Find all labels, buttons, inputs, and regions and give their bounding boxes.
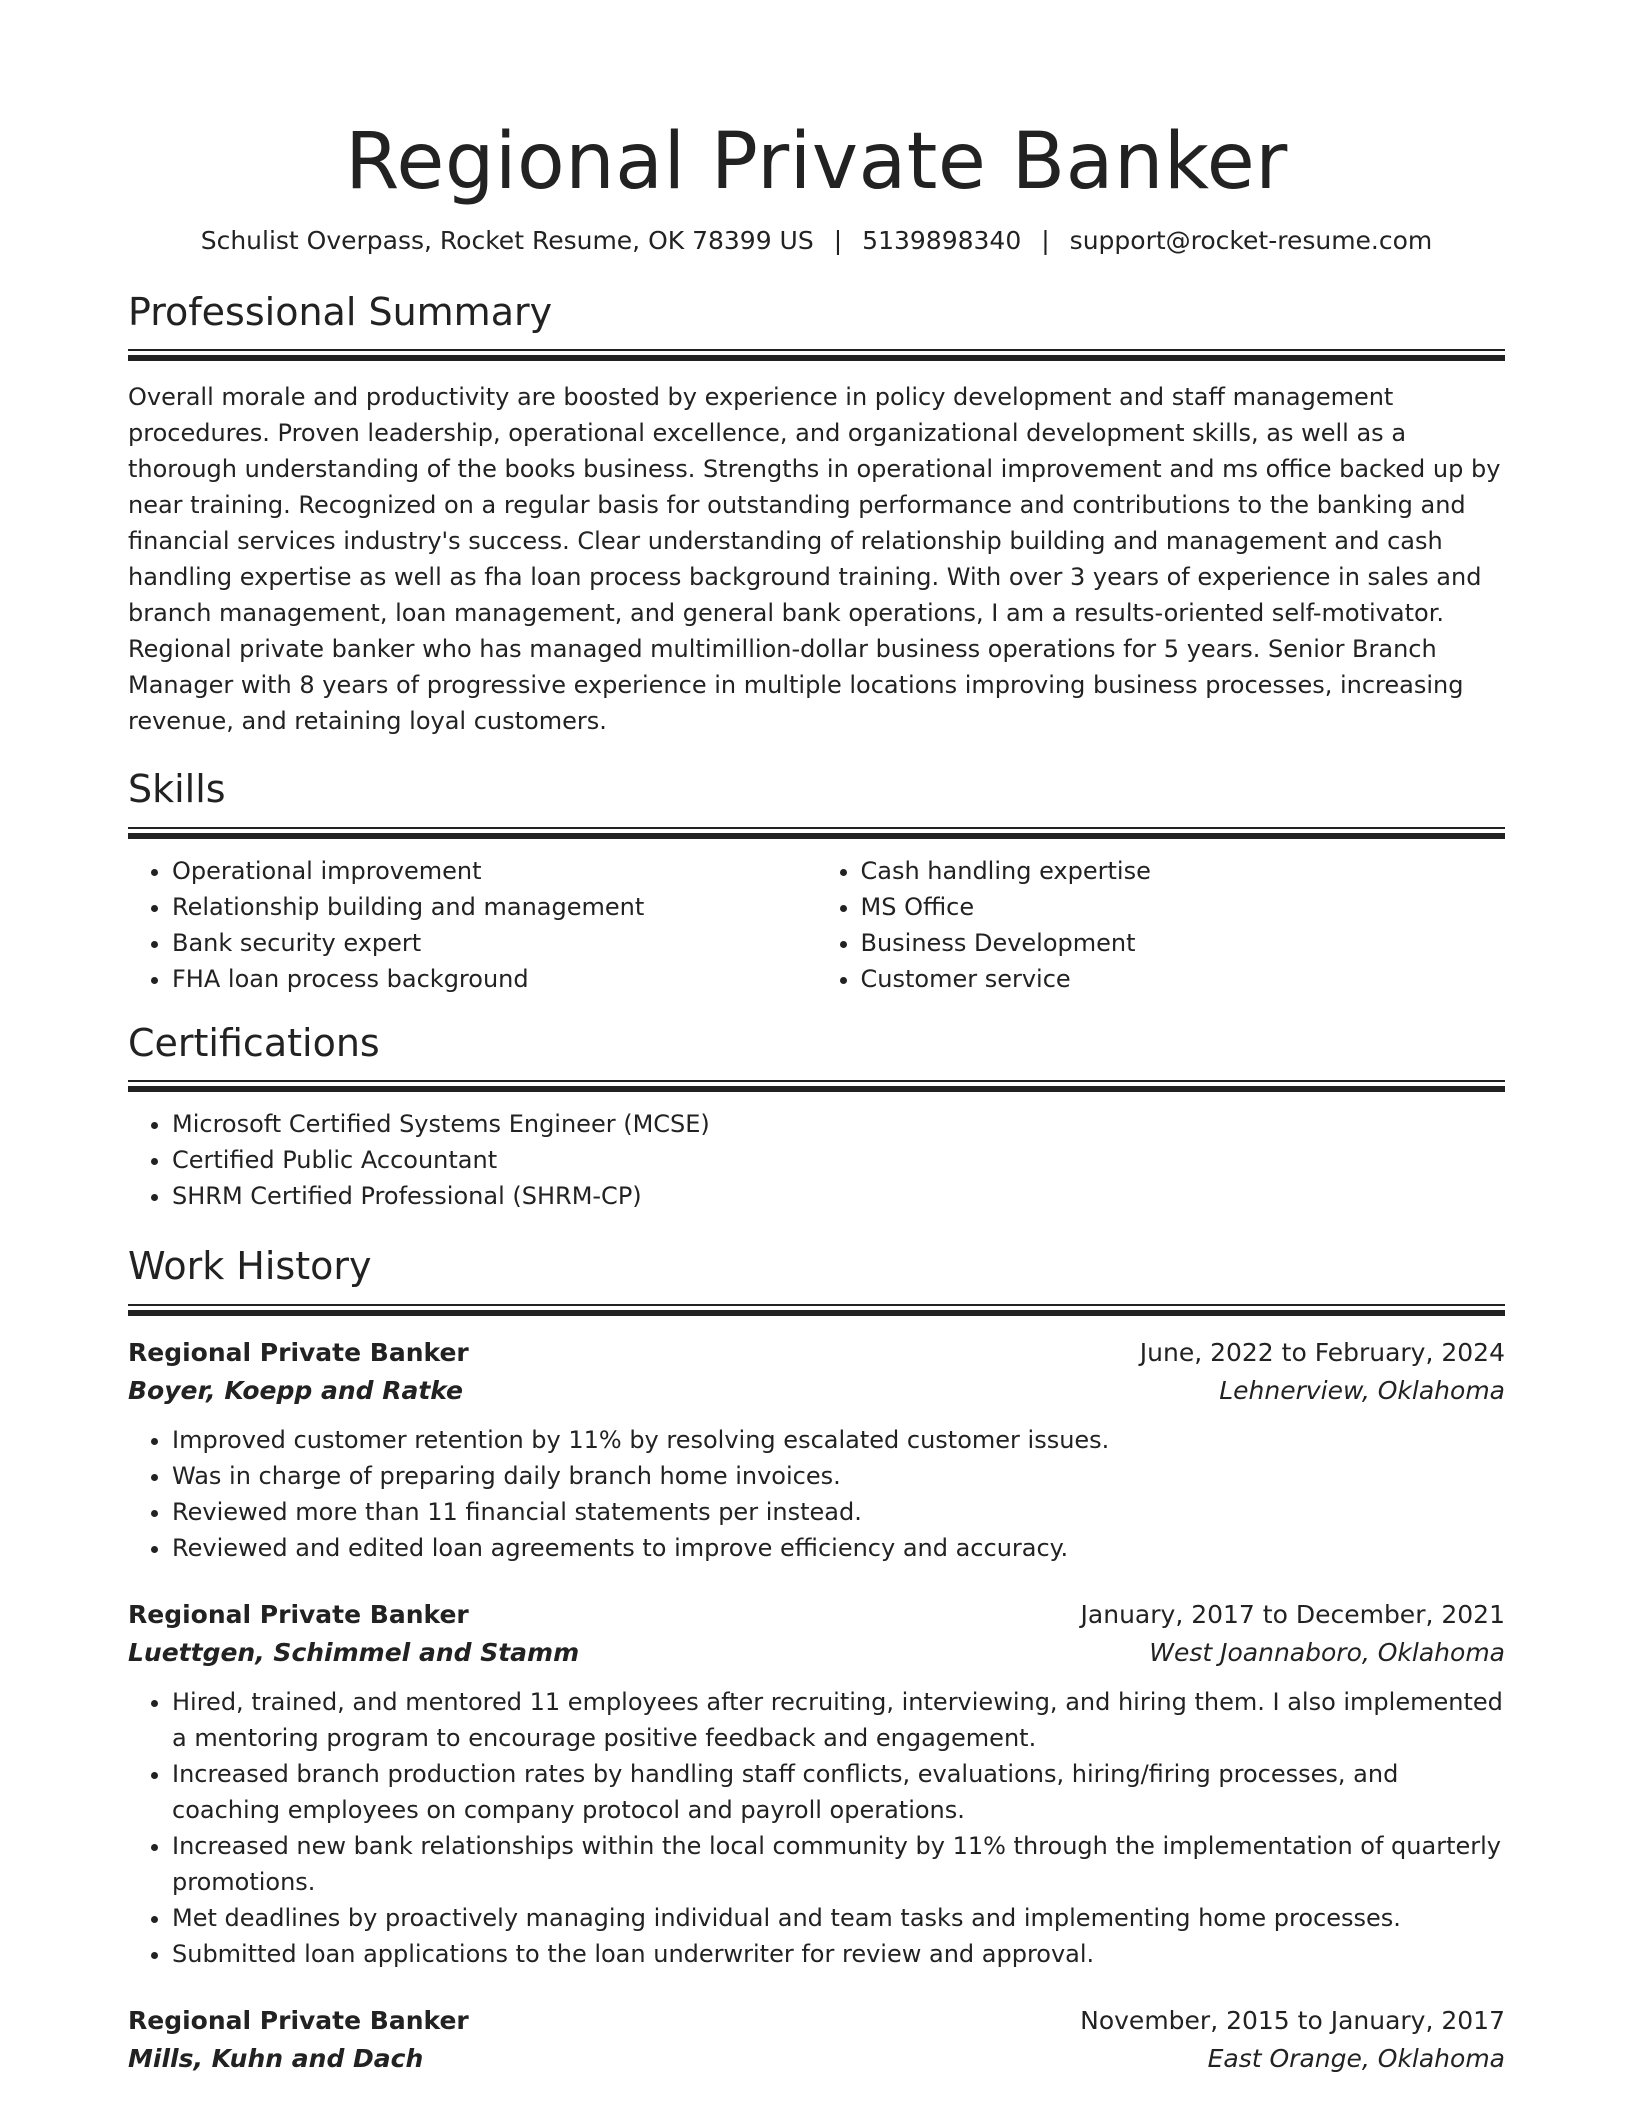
section-divider: [128, 349, 1505, 361]
skills-list-left: [128, 853, 817, 997]
skills-section: [128, 767, 1505, 997]
summary-text: Overall morale and productivity are boosted by experience in policy development and staff management procedures. Proven leadership, operational excellence, and organizational development skills, as well as a thorough understanding of the books business. Strengths in operational improvement and ms office backed up by near training. Recognized on a regular basis for outstanding performance and contributions to the banking and financial services industry's success. Clear understanding of relationship building and management and cash handling expertise as well as fha loan process background training. With over 3 years of experience in sales and branch management, loan management, and general bank operations, I am a results-oriented self-motivator. Regional private banker who has managed multimillion-dollar business operations for 5 years. Senior Branch Manager with 8 years of progressive experience in multiple locations improving business processes, increasing revenue, and retaining loyal customers.: [128, 383, 1501, 736]
certification-item: • SHRM Certified Professional (SHRM-CP): [172, 1178, 1505, 1214]
job-entry: [128, 1334, 1505, 1566]
section-title-certifications: Certifications: [128, 1020, 380, 1065]
skill-item: • Relationship building and management: [172, 889, 817, 925]
skills-column-right: [817, 853, 1506, 997]
section-divider: [128, 1080, 1505, 1092]
summary-section: [128, 290, 1505, 740]
skill-item: • FHA loan process background: [172, 961, 817, 997]
job-bullet-list: [128, 1422, 1505, 1566]
job-location: West Joannaboro, Oklahoma: [1149, 1638, 1505, 1668]
certifications-section: [128, 1021, 1505, 1215]
job-bullet-list: [128, 1684, 1505, 1972]
certification-item: • Certified Public Accountant: [172, 1142, 1505, 1178]
job-bullet: • Increased new bank relationships within the local community by 11% through the implementation of quarterly promotions.: [172, 1828, 1505, 1900]
resume-page: [128, 118, 1505, 2078]
contact-separator: |: [1041, 225, 1050, 255]
skills-column-left: [128, 853, 817, 997]
job-bullet: • Was in charge of preparing daily branch home invoices.: [172, 1458, 1505, 1494]
section-divider: [128, 1304, 1505, 1316]
job-bullet: • Hired, trained, and mentored 11 employees after recruiting, interviewing, and hiring them. I also implemented a mentoring program to encourage positive feedback and engagement.: [172, 1684, 1505, 1756]
contact-separator: |: [833, 225, 843, 255]
job-bullet: • Reviewed more than 11 financial statements per instead.: [172, 1494, 1505, 1530]
job-bullet: • Increased branch production rates by handling staff conflicts, evaluations, hiring/firing processes, and coaching employees on company protocol and payroll operations.: [172, 1756, 1505, 1828]
job-location: Lehnerview, Oklahoma: [1219, 1376, 1505, 1406]
skill-item: • MS Office: [861, 889, 1506, 925]
job-bullet: • Improved customer retention by 11% by resolving escalated customer issues.: [172, 1422, 1505, 1458]
job-dates: November, 2015 to January, 2017: [1080, 2006, 1505, 2036]
job-entry: [128, 2002, 1505, 2078]
job-bullet: • Reviewed and edited loan agreements to improve efficiency and accuracy.: [172, 1530, 1505, 1566]
contact-line: [128, 226, 1505, 256]
job-bullet: • Submitted loan applications to the loan underwriter for review and approval.: [172, 1936, 1505, 1972]
section-title-summary: Professional Summary: [128, 289, 553, 334]
skill-item: • Cash handling expertise: [861, 853, 1506, 889]
skill-item: • Bank security expert: [172, 925, 817, 961]
job-company: Mills, Kuhn and Dach: [128, 2044, 424, 2074]
section-title-skills: Skills: [128, 767, 226, 812]
work-history-section: [128, 1244, 1505, 2078]
job-header-row: [128, 2002, 1505, 2040]
contact-phone: 5139898340: [862, 225, 1022, 255]
job-location: East Orange, Oklahoma: [1207, 2044, 1505, 2074]
certification-item: • Microsoft Certified Systems Engineer (MCSE): [172, 1106, 1505, 1142]
skill-item: • Operational improvement: [172, 853, 817, 889]
page-title: Regional Private Banker: [345, 117, 1288, 207]
job-company: Boyer, Koepp and Ratke: [128, 1376, 463, 1406]
job-title: Regional Private Banker: [128, 2006, 469, 2036]
job-header-row: [128, 1596, 1505, 1634]
job-subheader-row: [128, 2040, 1505, 2078]
job-entry: [128, 1596, 1505, 1972]
job-subheader-row: [128, 1634, 1505, 1672]
section-divider: [128, 827, 1505, 839]
skills-grid: [128, 853, 1505, 997]
job-title: Regional Private Banker: [128, 1600, 469, 1630]
skill-item: • Business Development: [861, 925, 1506, 961]
job-dates: June, 2022 to February, 2024: [1139, 1338, 1505, 1368]
job-bullet: • Met deadlines by proactively managing individual and team tasks and implementing home processes.: [172, 1900, 1505, 1936]
contact-address: Schulist Overpass, Rocket Resume, OK 78399 US: [200, 225, 814, 255]
section-title-work-history: Work History: [128, 1244, 372, 1289]
skills-list-right: [817, 853, 1506, 997]
skill-item: • Customer service: [861, 961, 1506, 997]
job-company: Luettgen, Schimmel and Stamm: [128, 1638, 580, 1668]
job-dates: January, 2017 to December, 2021: [1080, 1600, 1505, 1630]
job-header-row: [128, 1334, 1505, 1372]
contact-email: support@rocket-resume.com: [1069, 225, 1433, 255]
certifications-list: [128, 1106, 1505, 1214]
job-subheader-row: [128, 1372, 1505, 1410]
job-title: Regional Private Banker: [128, 1338, 469, 1368]
